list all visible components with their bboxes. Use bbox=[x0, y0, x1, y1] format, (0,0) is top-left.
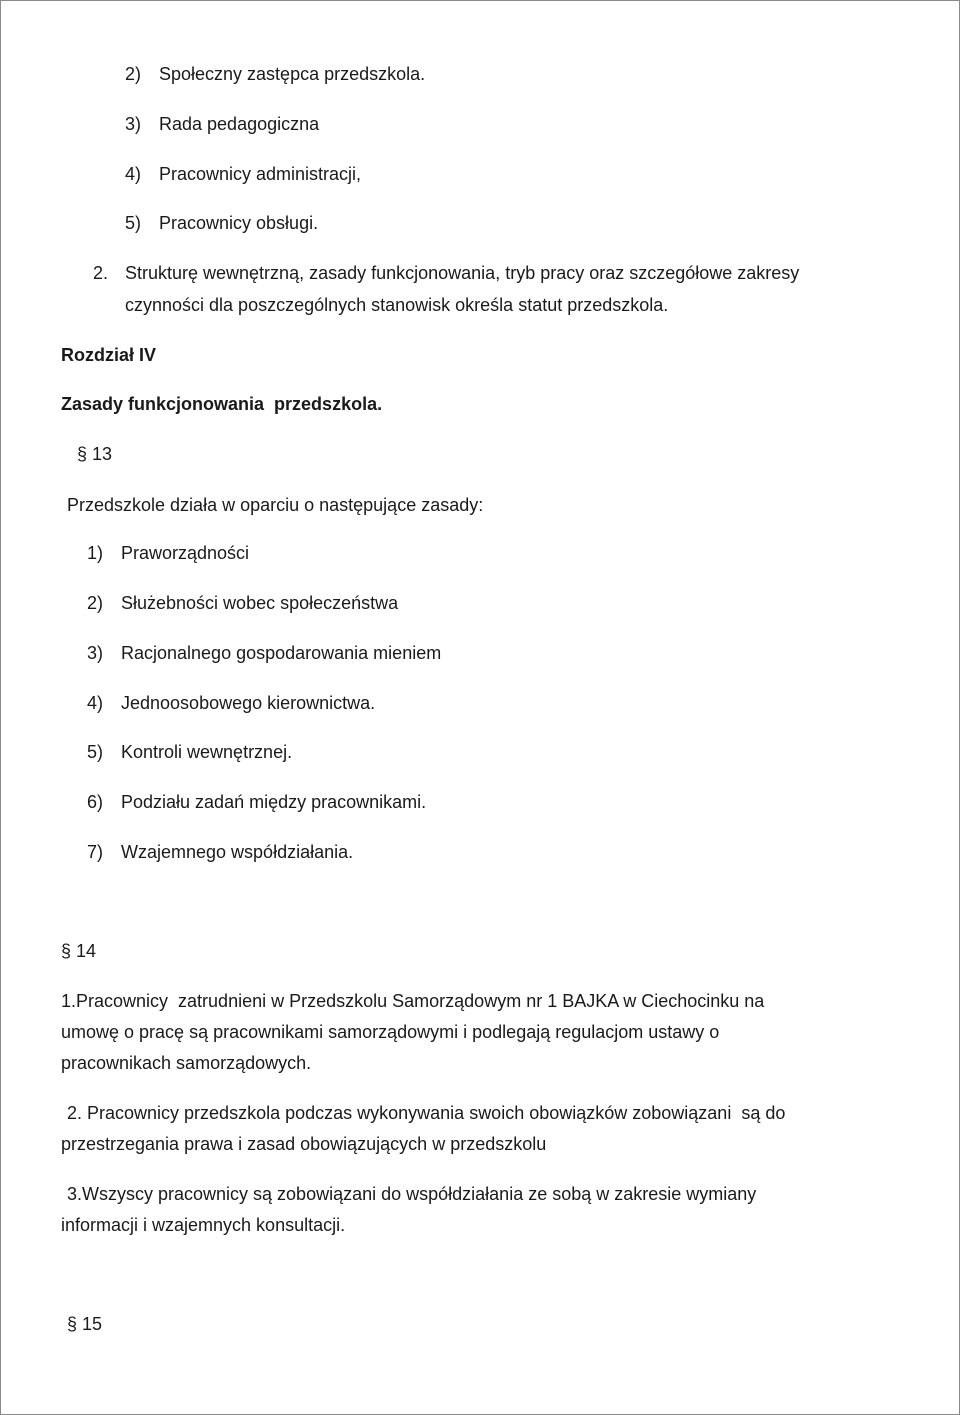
principle-number: 5) bbox=[87, 742, 104, 762]
list-item-number: 3) bbox=[125, 114, 142, 134]
paragraph-line: 3.Wszyscy pracownicy są zobowiązani do współdziałania ze sobą w zakresie wymiany bbox=[67, 1184, 757, 1204]
paragraph-line: 2. Pracownicy przedszkola podczas wykonywania swoich obowiązków zobowiązani są do bbox=[67, 1103, 786, 1123]
principle-text: Jednoosobowego kierownictwa. bbox=[121, 693, 376, 713]
section-heading: § 13 bbox=[77, 444, 113, 464]
principle-number: 7) bbox=[87, 842, 104, 862]
point-number: 2. bbox=[93, 263, 109, 283]
list-item-text: Rada pedagogiczna bbox=[159, 114, 320, 134]
list-item-number: 2) bbox=[125, 64, 142, 84]
section-heading: § 14 bbox=[61, 941, 97, 961]
list-item-number: 4) bbox=[125, 164, 142, 184]
list-item-text: Społeczny zastępca przedszkola. bbox=[159, 64, 426, 84]
point-text-line: czynności dla poszczególnych stanowisk określa statut przedszkola. bbox=[125, 295, 669, 315]
principle-number: 4) bbox=[87, 693, 104, 713]
list-item-text: Pracownicy obsługi. bbox=[159, 213, 319, 233]
principle-text: Podziału zadań między pracownikami. bbox=[121, 792, 427, 812]
list-item-text: Pracownicy administracji, bbox=[159, 164, 362, 184]
paragraph-line: umowę o pracę są pracownikami samorządowymi i podlegają regulacjom ustawy o bbox=[61, 1022, 720, 1042]
principle-text: Racjonalnego gospodarowania mieniem bbox=[121, 643, 442, 663]
principle-text: Wzajemnego współdziałania. bbox=[121, 842, 354, 862]
point-text-line: Strukturę wewnętrzną, zasady funkcjonowania, tryb pracy oraz szczegółowe zakresy bbox=[125, 263, 800, 283]
principle-text: Kontroli wewnętrznej. bbox=[121, 742, 293, 762]
paragraph-line: przestrzegania prawa i zasad obowiązujących w przedszkolu bbox=[61, 1134, 547, 1154]
principle-text: Praworządności bbox=[121, 543, 250, 563]
principle-text: Służebności wobec społeczeństwa bbox=[121, 593, 399, 613]
section-intro: Przedszkole działa w oparciu o następujące zasady: bbox=[67, 495, 484, 515]
principle-number: 2) bbox=[87, 593, 104, 613]
list-item-number: 5) bbox=[125, 213, 142, 233]
section-heading: § 15 bbox=[67, 1314, 103, 1334]
principle-number: 1) bbox=[87, 543, 104, 563]
paragraph-line: 1.Pracownicy zatrudnieni w Przedszkolu Samorządowym nr 1 BAJKA w Ciechocinku na bbox=[61, 991, 765, 1011]
paragraph-line: pracownikach samorządowych. bbox=[61, 1053, 312, 1073]
chapter-title: Rozdział IV bbox=[61, 345, 157, 365]
principle-number: 3) bbox=[87, 643, 104, 663]
principle-number: 6) bbox=[87, 792, 104, 812]
paragraph-line: informacji i wzajemnych konsultacji. bbox=[61, 1215, 346, 1235]
chapter-subtitle: Zasady funkcjonowania przedszkola. bbox=[61, 394, 383, 414]
